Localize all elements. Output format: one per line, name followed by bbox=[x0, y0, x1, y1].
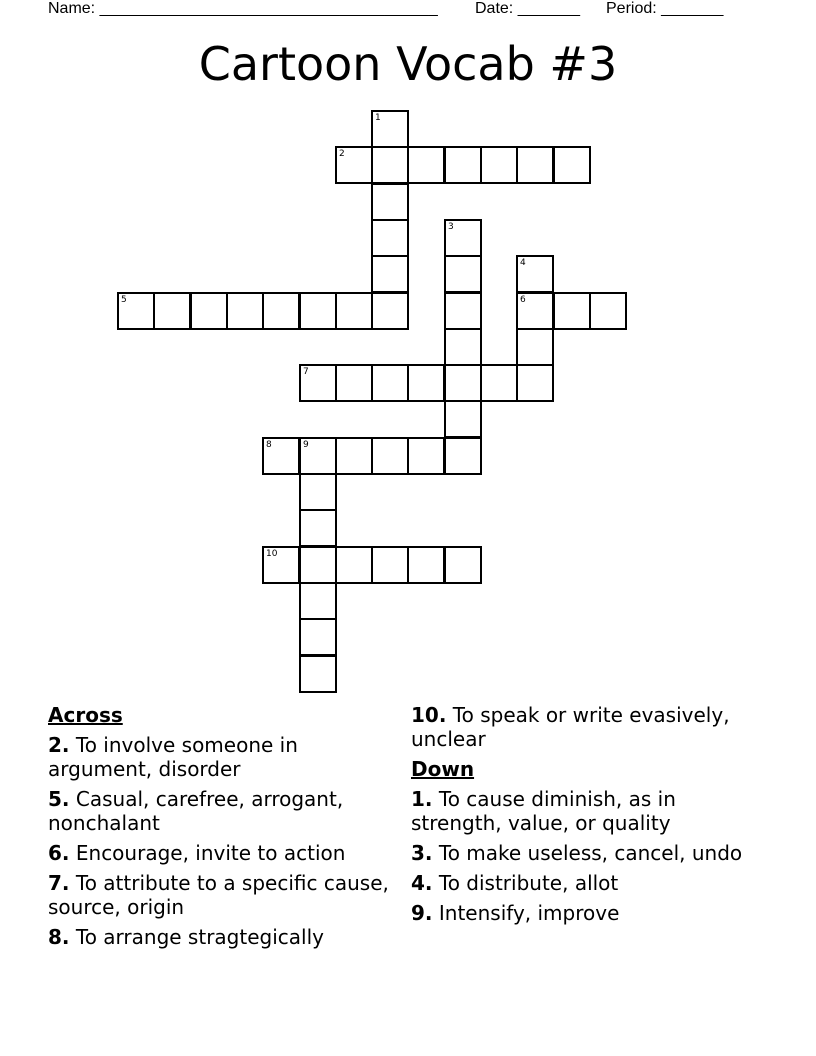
clue-down-3 bbox=[411, 841, 756, 865]
clues-column-right bbox=[411, 703, 756, 931]
name-field-label: Name: ______________________________________ bbox=[48, 0, 438, 17]
crossword-cell[interactable] bbox=[117, 292, 155, 330]
crossword-cell[interactable] bbox=[335, 546, 373, 584]
crossword-cell[interactable] bbox=[553, 146, 591, 184]
crossword-cell[interactable] bbox=[371, 364, 409, 402]
crossword-cell[interactable] bbox=[153, 292, 191, 330]
clue-text: Casual, carefree, arrogant, nonchalant bbox=[48, 787, 344, 835]
clue-number: 8. bbox=[48, 925, 70, 949]
crossword-cell[interactable] bbox=[262, 292, 300, 330]
cell-number: 1 bbox=[375, 113, 381, 123]
crossword-cell[interactable] bbox=[226, 292, 264, 330]
clue-down-1 bbox=[411, 787, 756, 835]
crossword-cell[interactable] bbox=[299, 509, 337, 547]
crossword-cell[interactable] bbox=[444, 292, 482, 330]
clue-text: To speak or write evasively, unclear bbox=[411, 703, 730, 751]
clues-column-left bbox=[48, 703, 393, 955]
crossword-cell[interactable] bbox=[371, 255, 409, 293]
crossword-cell[interactable] bbox=[480, 364, 518, 402]
clue-text: To arrange stragtegically bbox=[75, 925, 324, 949]
crossword-cell[interactable] bbox=[190, 292, 228, 330]
clue-number: 4. bbox=[411, 871, 433, 895]
crossword-cell[interactable] bbox=[262, 546, 300, 584]
crossword-cell[interactable] bbox=[444, 437, 482, 475]
clue-text: To involve someone in argument, disorder bbox=[48, 733, 298, 781]
crossword-cell[interactable] bbox=[299, 437, 337, 475]
crossword-cell[interactable] bbox=[371, 146, 409, 184]
clue-text: Intensify, improve bbox=[438, 901, 620, 925]
cell-number: 9 bbox=[303, 440, 309, 450]
crossword-cell[interactable] bbox=[299, 655, 337, 693]
crossword-cell[interactable] bbox=[589, 292, 627, 330]
cell-number: 3 bbox=[448, 222, 454, 232]
crossword-cell[interactable] bbox=[371, 292, 409, 330]
crossword-cell[interactable] bbox=[299, 546, 337, 584]
crossword-cell[interactable] bbox=[371, 546, 409, 584]
clue-across-8 bbox=[48, 925, 393, 949]
cell-number: 2 bbox=[339, 149, 345, 159]
cell-number: 6 bbox=[520, 295, 526, 305]
crossword-cell[interactable] bbox=[335, 364, 373, 402]
crossword-cell[interactable] bbox=[371, 110, 409, 148]
clue-number: 6. bbox=[48, 841, 70, 865]
crossword-cell[interactable] bbox=[335, 437, 373, 475]
crossword-cell[interactable] bbox=[371, 219, 409, 257]
cell-number: 8 bbox=[266, 440, 272, 450]
clue-across-5 bbox=[48, 787, 393, 835]
crossword-cell[interactable] bbox=[516, 292, 554, 330]
cell-number: 4 bbox=[520, 258, 526, 268]
clue-text: To distribute, allot bbox=[438, 871, 619, 895]
crossword-cell[interactable] bbox=[299, 473, 337, 511]
clue-number: 7. bbox=[48, 871, 70, 895]
crossword-cell[interactable] bbox=[444, 364, 482, 402]
crossword-cell[interactable] bbox=[444, 546, 482, 584]
crossword-cell[interactable] bbox=[516, 255, 554, 293]
clue-across-2 bbox=[48, 733, 393, 781]
cell-number: 7 bbox=[303, 367, 309, 377]
crossword-cell[interactable] bbox=[553, 292, 591, 330]
clue-number: 5. bbox=[48, 787, 70, 811]
crossword-cell[interactable] bbox=[299, 618, 337, 656]
crossword-cell[interactable] bbox=[444, 328, 482, 366]
crossword-cell[interactable] bbox=[444, 146, 482, 184]
cell-number: 10 bbox=[266, 549, 278, 559]
clue-number: 9. bbox=[411, 901, 433, 925]
crossword-cell[interactable] bbox=[299, 364, 337, 402]
date-field-label: Date: _______ bbox=[475, 0, 580, 17]
crossword-cell[interactable] bbox=[371, 437, 409, 475]
crossword-cell[interactable] bbox=[444, 400, 482, 438]
clue-across-7 bbox=[48, 871, 393, 919]
clue-number: 3. bbox=[411, 841, 433, 865]
clue-text: To cause diminish, as in strength, value, or quality bbox=[411, 787, 676, 835]
crossword-cell[interactable] bbox=[480, 146, 518, 184]
clue-down-4 bbox=[411, 871, 756, 895]
cell-number: 5 bbox=[121, 295, 127, 305]
crossword-cell[interactable] bbox=[516, 364, 554, 402]
clue-number: 2. bbox=[48, 733, 70, 757]
crossword-cell[interactable] bbox=[299, 582, 337, 620]
crossword-cell[interactable] bbox=[407, 546, 445, 584]
crossword-cell[interactable] bbox=[407, 437, 445, 475]
clue-text: Encourage, invite to action bbox=[75, 841, 346, 865]
crossword-cell[interactable] bbox=[516, 146, 554, 184]
clue-down-9 bbox=[411, 901, 756, 925]
crossword-cell[interactable] bbox=[516, 328, 554, 366]
crossword-cell[interactable] bbox=[444, 255, 482, 293]
crossword-cell[interactable] bbox=[444, 219, 482, 257]
crossword-cell[interactable] bbox=[335, 292, 373, 330]
clue-text: To make useless, cancel, undo bbox=[438, 841, 743, 865]
clue-number: 1. bbox=[411, 787, 433, 811]
crossword-cell[interactable] bbox=[262, 437, 300, 475]
clue-across-10 bbox=[411, 703, 756, 751]
page-title: Cartoon Vocab #3 bbox=[198, 37, 618, 91]
crossword-cell[interactable] bbox=[299, 292, 337, 330]
crossword-cell[interactable] bbox=[407, 364, 445, 402]
clue-text: To attribute to a specific cause, source, origin bbox=[48, 871, 389, 919]
crossword-cell[interactable] bbox=[335, 146, 373, 184]
crossword-cell[interactable] bbox=[407, 146, 445, 184]
period-field-label: Period: _______ bbox=[606, 0, 724, 17]
clue-number: 10. bbox=[411, 703, 447, 727]
clue-across-6 bbox=[48, 841, 393, 865]
down-heading: Down bbox=[411, 757, 475, 781]
across-heading: Across bbox=[48, 703, 123, 727]
crossword-cell[interactable] bbox=[371, 183, 409, 221]
